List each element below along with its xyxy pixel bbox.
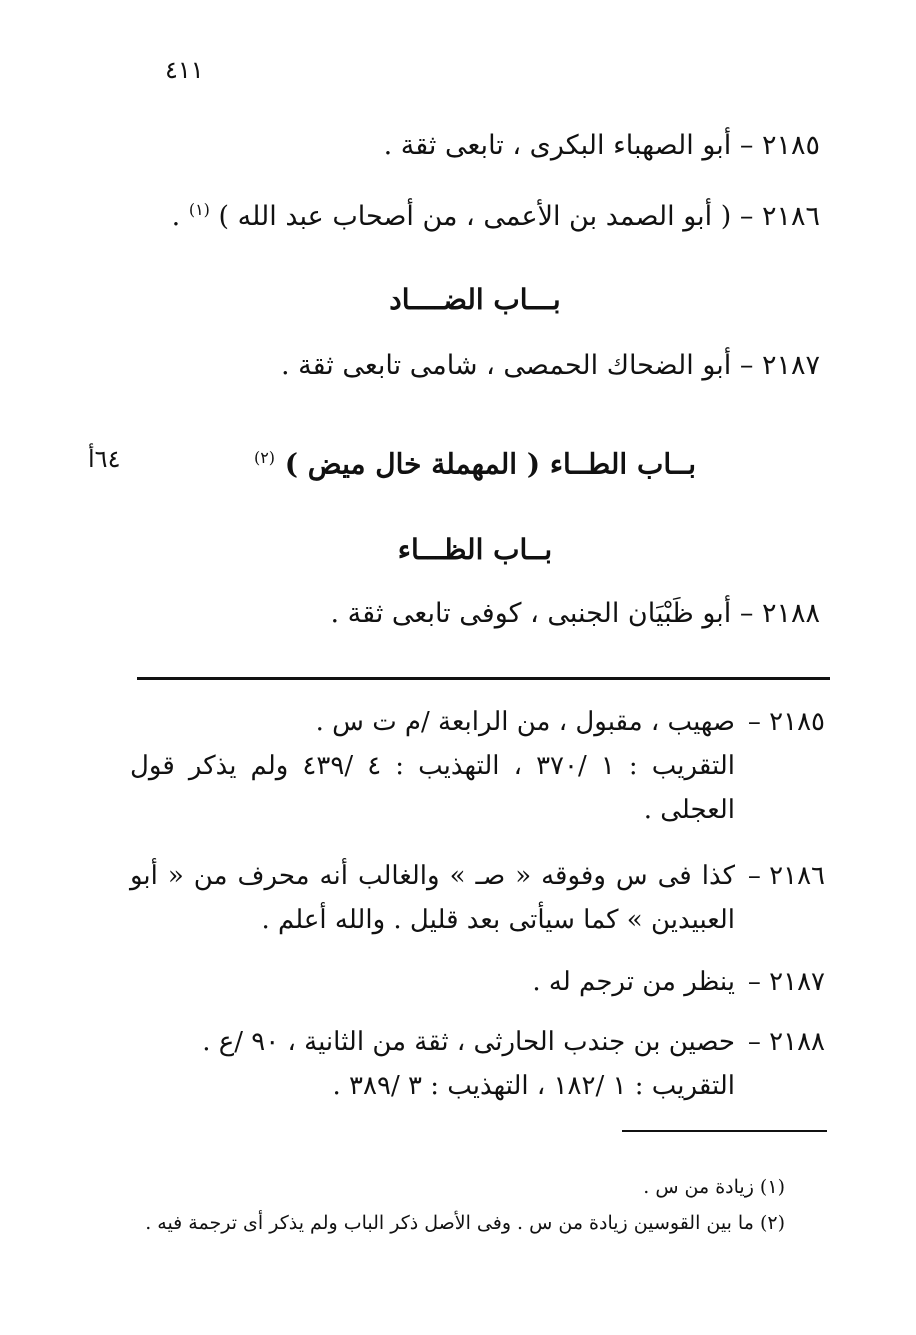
note-number: ٢١٨٥ – <box>747 707 825 737</box>
notes-divider <box>137 677 830 680</box>
note-line: كذا فى س وفوقه « صـ » والغالب أنه محرف من « أبو العبيدين » كما سيأتى بعد قليل . والله أعلم . <box>130 861 735 935</box>
entry-2186 <box>130 186 820 234</box>
note-number: ٢١٨٦ – <box>747 861 825 891</box>
note-2188 <box>130 1020 825 1108</box>
page-number: ٤١١ <box>165 56 204 84</box>
entry-text: أبو الضحاك الحمصى ، شامى تابعى ثقة . <box>280 350 732 381</box>
footnote-2: (٢) ما بين القوسين زيادة من س . وفى الأصل ذكر الباب ولم يذكر أى ترجمة فيه . <box>145 1212 785 1234</box>
section-heading-dad: بـــاب الضــــاد <box>389 283 561 316</box>
footnote-marker: (٢) <box>253 448 276 467</box>
note-2186 <box>130 854 825 942</box>
entry-2185 <box>130 122 820 170</box>
entry-number: ٢١٨٥ – <box>739 130 820 161</box>
entry-number: ٢١٨٦ – <box>739 201 820 232</box>
entry-end: . <box>171 201 181 232</box>
entry-2188 <box>130 590 820 638</box>
entry-text: أبو ظَبْيَان الجنبى ، كوفى تابعى ثقة . <box>330 598 732 629</box>
section-heading-za: بــاب الظـــاء <box>397 533 553 566</box>
note-number: ٢١٨٨ – <box>747 1027 825 1057</box>
entry-number: ٢١٨٨ – <box>739 598 820 629</box>
note-line: التقريب : ١ /١٨٢ ، التهذيب : ٣ /٣٨٩ . <box>332 1071 735 1101</box>
entry-number: ٢١٨٧ – <box>739 350 820 381</box>
note-2187 <box>130 960 825 1004</box>
entry-2187 <box>130 342 820 390</box>
footnote-marker: (١) <box>188 200 210 219</box>
margin-folio-note: ٦٤أ <box>88 445 121 473</box>
heading-text: بــاب الطــاء ( المهملة خال ميض ) <box>284 447 697 481</box>
note-line: التقريب : ١ /٣٧٠ ، التهذيب : ٤ /٤٣٩ ولم يذكر قول العجلى . <box>130 751 736 825</box>
note-line: حصين بن جندب الحارثى ، ثقة من الثانية ، ٩٠ /ع . <box>202 1027 735 1057</box>
note-line: صهيب ، مقبول ، من الرابعة /م ت س . <box>315 707 735 737</box>
entry-text: ( أبو الصمد بن الأعمى ، من أصحاب عبد الله ) <box>218 201 732 232</box>
note-line: ينظر من ترجم له . <box>532 967 735 997</box>
footnote-1: (١) زيادة من س . <box>643 1176 785 1198</box>
footnotes-divider <box>622 1130 827 1132</box>
note-number: ٢١٨٧ – <box>747 967 825 997</box>
section-heading-ta <box>130 434 820 482</box>
entry-text: أبو الصهباء البكرى ، تابعى ثقة . <box>383 130 732 161</box>
note-2185 <box>130 700 825 832</box>
